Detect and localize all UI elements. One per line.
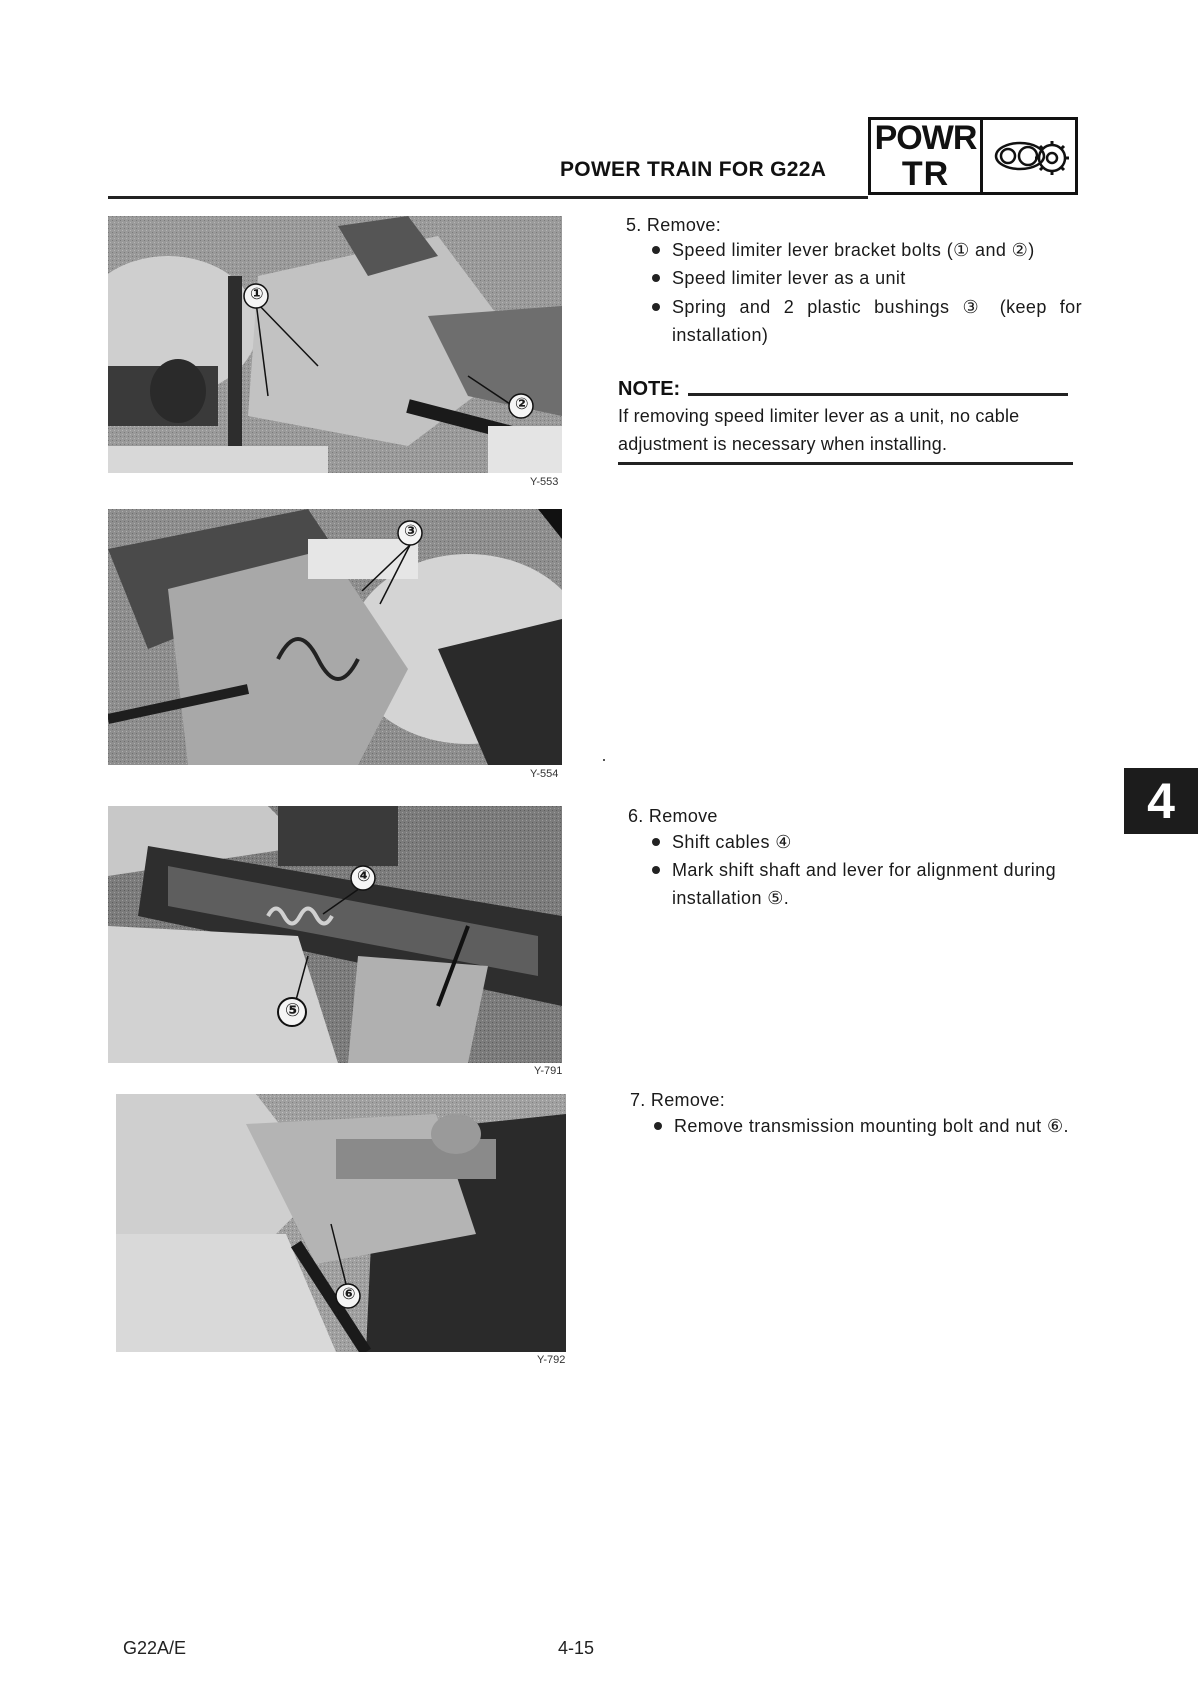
callout-5: ⑤ — [285, 1000, 301, 1020]
step-7-title: 7. Remove: — [630, 1090, 726, 1110]
bullet-text: Spring and 2 plastic bushings ③ (keep for installation) — [672, 297, 1082, 345]
step-6-title: 6. Remove — [628, 806, 718, 826]
callout-2: ② — [515, 396, 529, 413]
step-5-title: 5. Remove: — [626, 215, 722, 235]
header-rule — [108, 196, 868, 199]
note-rule — [688, 393, 1068, 396]
step-5-bullet — [652, 236, 1082, 264]
badge-line1: POWR — [874, 119, 977, 157]
bullet-dot — [652, 274, 660, 282]
note-rule — [618, 462, 1073, 465]
stray-dot — [603, 759, 605, 761]
photo-spring-bushings — [108, 509, 562, 765]
callout-1: ① — [250, 286, 264, 303]
bullet-dot — [652, 246, 660, 254]
badge-text — [871, 120, 983, 192]
note-label: NOTE: — [618, 378, 681, 400]
callout-6: ⑥ — [342, 1286, 356, 1303]
figure-label: Y-792 — [537, 1354, 566, 1366]
callout-3: ③ — [404, 523, 418, 540]
badge-line2: TR — [901, 155, 950, 193]
note-text: If removing speed limiter lever as a unit, no cable adjustment is necessary when installing. — [618, 406, 1020, 454]
photo-shift-cables — [108, 806, 562, 1063]
page-title: POWER TRAIN FOR G22A — [560, 158, 827, 181]
step-5-bullet — [652, 264, 1082, 292]
bullet-dot — [652, 303, 660, 311]
bullet-text: Speed limiter lever as a unit — [672, 268, 906, 288]
gear-train-icon — [983, 120, 1075, 192]
section-badge — [868, 117, 1078, 195]
bullet-dot — [654, 1122, 662, 1130]
bullet-dot — [652, 838, 660, 846]
figure-label: Y-791 — [534, 1065, 563, 1077]
photo-mounting-bolt — [116, 1094, 566, 1352]
figure-label: Y-553 — [530, 476, 559, 488]
chapter-tab: 4 — [1124, 768, 1198, 834]
figure-label: Y-554 — [530, 768, 559, 780]
step-5-bullet — [652, 293, 1082, 349]
bullet-text: Remove transmission mounting bolt and nut ⑥. — [674, 1116, 1069, 1136]
bullet-dot — [652, 866, 660, 874]
step-7-bullet — [654, 1112, 1084, 1140]
bullet-text: Mark shift shaft and lever for alignment during installation ⑤. — [672, 860, 1056, 908]
photo-speed-limiter — [108, 216, 562, 473]
footer-model: G22A/E — [123, 1638, 187, 1658]
callout-4: ④ — [357, 868, 371, 885]
bullet-text: Speed limiter lever bracket bolts (① and ②) — [672, 240, 1035, 260]
step-6-bullet — [652, 856, 1082, 912]
step-6-bullet — [652, 828, 1082, 856]
page-number: 4-15 — [558, 1638, 595, 1658]
bullet-text: Shift cables ④ — [672, 832, 792, 852]
